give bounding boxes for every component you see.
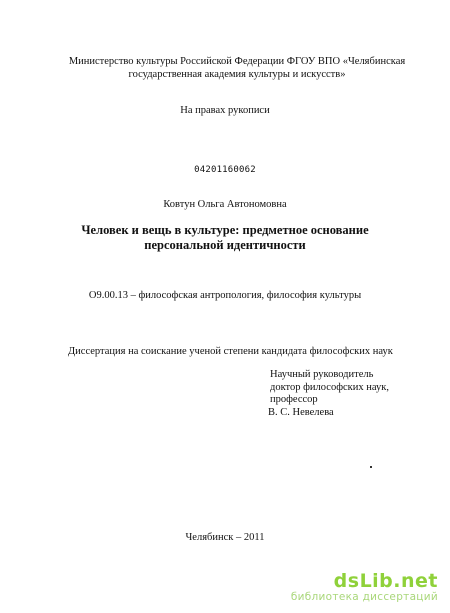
manuscript-rights: На правах рукописи	[180, 105, 270, 116]
ministry-line-2: государственная академия культуры и искусств»	[128, 69, 346, 80]
dissertation-title	[60, 223, 390, 253]
ministry-line-1: Министерство культуры Российской Федерации ФГОУ ВПО «Челябинская	[68, 56, 406, 67]
title-line-2: персональной идентичности	[144, 238, 306, 252]
supervisor-degree: доктор философских наук,	[270, 381, 389, 393]
degree-statement: Диссертация на соискание ученой степени кандидата философских наук	[68, 346, 393, 357]
supervisor-role: Научный руководитель	[270, 369, 374, 380]
supervisor-name: В. С. Невелева	[268, 406, 334, 418]
watermark-logo: dsLib.net	[333, 570, 438, 592]
author-name: Ковтун Ольга Автономовна	[163, 199, 287, 210]
supervisor-block	[270, 369, 440, 419]
ministry-header	[52, 55, 422, 81]
specialty-code: О9.00.13 – философская антропология, философия культуры	[88, 290, 362, 301]
title-line-1: Человек и вещь в культуре: предметное основание	[81, 223, 369, 237]
document-number: 04201160062	[194, 165, 256, 175]
city-year: Челябинск – 2011	[185, 532, 265, 543]
supervisor-title: профессор	[270, 394, 318, 405]
watermark-subtitle: библиотека диссертаций	[290, 591, 438, 603]
scan-speck	[370, 466, 372, 468]
site-watermark	[291, 571, 438, 603]
